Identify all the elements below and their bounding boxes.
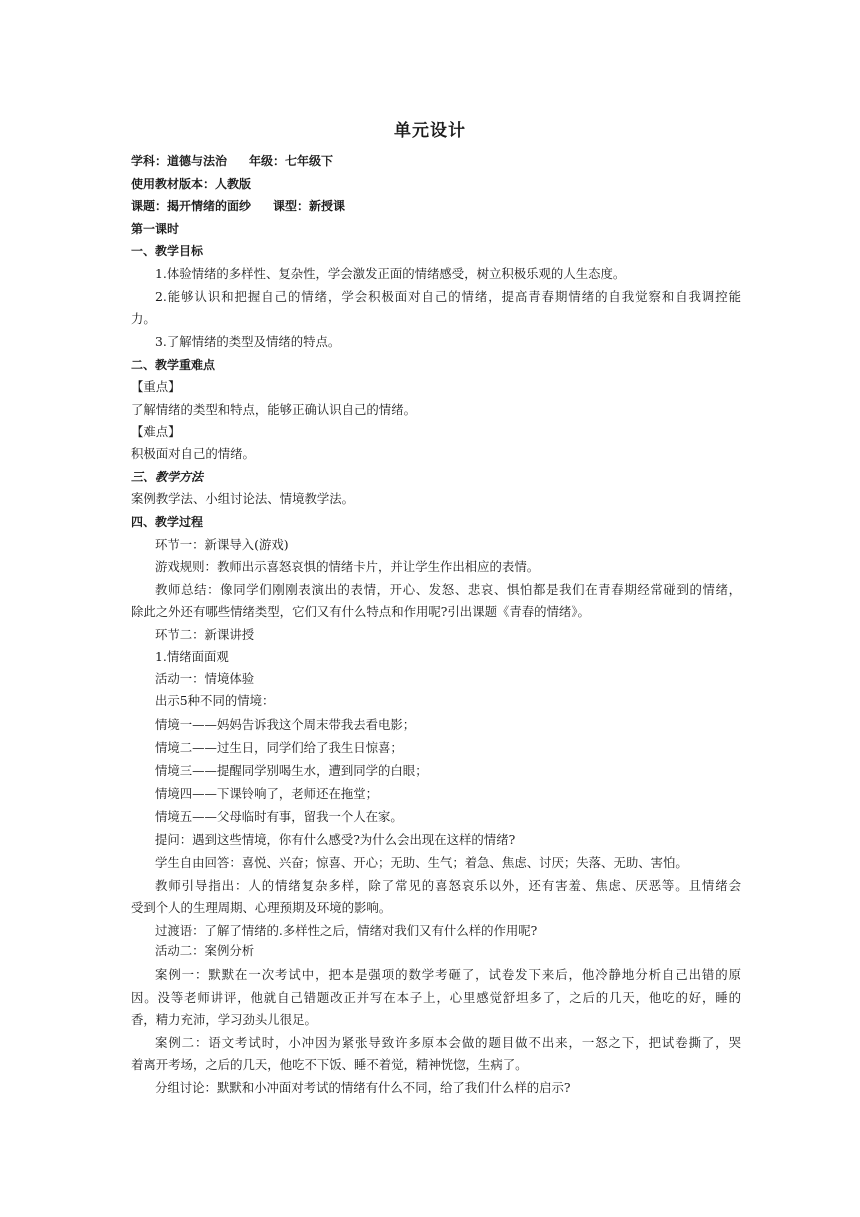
goal-item-2-cont: 力。	[131, 311, 156, 326]
goal-item-3: 3.了解情绪的类型及情绪的特点。	[155, 334, 341, 349]
key-point-text: 了解情绪的类型和特点，能够正确认识自己的情绪。	[131, 402, 416, 417]
case-line: 案例二：语文考试时，小冲因为紧张导致许多原本会做的题目做不出来，一怒之下，把试卷撕了，哭	[155, 1035, 741, 1050]
case-line: 香，精力充沛，学习劲头儿很足。	[131, 1012, 317, 1027]
goal-item-2: 2.能够认识和把握自己的情绪，学会积极面对自己的情绪，提高青春期情绪的自我觉察和自我调控能	[155, 289, 741, 304]
topic-label: 课题：揭开情绪的面纱	[131, 199, 252, 213]
lesson-type-label: 课型：新授课	[273, 199, 346, 213]
process-line: 1.情绪面面观	[155, 649, 229, 664]
goal-item-1: 1.体验情绪的多样性、复杂性，学会激发正面的情绪感受，树立积极乐观的人生态度。	[155, 266, 626, 281]
process-line: 出示5种不同的情境：	[155, 693, 275, 708]
scenario-line: 情境一——妈妈告诉我这个周末带我去看电影；	[155, 717, 416, 732]
difficulty-label: 【难点】	[131, 424, 181, 439]
scenario-line: 情境二——过生日，同学们给了我生日惊喜；	[155, 740, 403, 755]
process-line: 活动二：案例分析	[155, 943, 255, 958]
process-line: 环节一：新课导入(游戏)	[155, 537, 289, 552]
methods-text: 案例教学法、小组讨论法、情境教学法。	[131, 491, 355, 506]
process-line: 教师总结：像同学们刚刚表演出的表情，开心、发怒、悲哀、惧怕都是我们在青春期经常碰到的情绪，	[155, 582, 741, 597]
section-heading-goals: 一、教学目标	[131, 244, 204, 258]
meta-line-subject	[131, 151, 741, 171]
section-heading-keypoints: 二、教学重难点	[131, 358, 216, 372]
process-line: 学生自由回答：喜悦、兴奋；惊喜、开心；无助、生气；着急、焦虑、讨厌；失落、无助、害怕。	[155, 855, 688, 870]
section-heading-process: 四、教学过程	[131, 515, 204, 529]
process-line: 教师引导指出：人的情绪复杂多样，除了常见的喜怒哀乐以外，还有害羞、焦虑、厌恶等。且情绪会	[155, 878, 741, 893]
process-line: 过渡语：了解了情绪的.多样性之后，情绪对我们又有什么样的作用呢?	[155, 923, 538, 938]
process-line: 提问：遇到这些情境，你有什么感受?为什么会出现在这样的情绪?	[155, 832, 516, 847]
page-title: 单元设计	[394, 121, 466, 141]
subject-label: 学科：道德与法治	[131, 154, 228, 168]
case-line: 着离开考场，之后的几天，他吃不下饭、睡不着觉，精神恍惚，生病了。	[131, 1057, 528, 1072]
process-line: 活动一：情境体验	[155, 671, 255, 686]
process-line: 分组讨论：默默和小冲面对考试的情绪有什么不同，给了我们什么样的启示?	[155, 1080, 571, 1095]
process-line: 除此之外还有哪些情绪类型，它们又有什么特点和作用呢?引出课题《青春的情绪》。	[131, 604, 590, 619]
case-line: 案例一：默默在一次考试中，把本是强项的数学考砸了，试卷发下来后，他冷静地分析自己出错的原	[155, 967, 741, 982]
scenario-line: 情境四——下课铃响了，老师还在拖堂；	[155, 786, 379, 801]
process-line: 游戏规则：教师出示喜怒哀惧的情绪卡片，并让学生作出相应的表情。	[155, 559, 540, 574]
section-heading-methods: 三、教学方法	[131, 470, 204, 484]
difficulty-text: 积极面对自己的情绪。	[131, 446, 255, 461]
process-line: 环节二：新课讲授	[155, 627, 255, 642]
scenario-line: 情境三——提醒同学别喝生水，遭到同学的白眼；	[155, 763, 428, 778]
grade-label: 年级：七年级下	[249, 154, 334, 168]
period-label: 第一课时	[131, 222, 180, 236]
key-point-label: 【重点】	[131, 379, 181, 394]
scenario-line: 情境五——父母临时有事，留我一个人在家。	[155, 809, 403, 824]
case-line: 因。没等老师讲评，他就自己错题改正并写在本子上，心里感觉舒坦多了，之后的几天，他吃的好，睡的	[131, 990, 741, 1005]
meta-line-topic	[131, 196, 741, 216]
process-line: 受到个人的生理周期、心理预期及环境的影响。	[131, 900, 392, 915]
textbook-label: 使用教材版本：人教版	[131, 177, 252, 191]
